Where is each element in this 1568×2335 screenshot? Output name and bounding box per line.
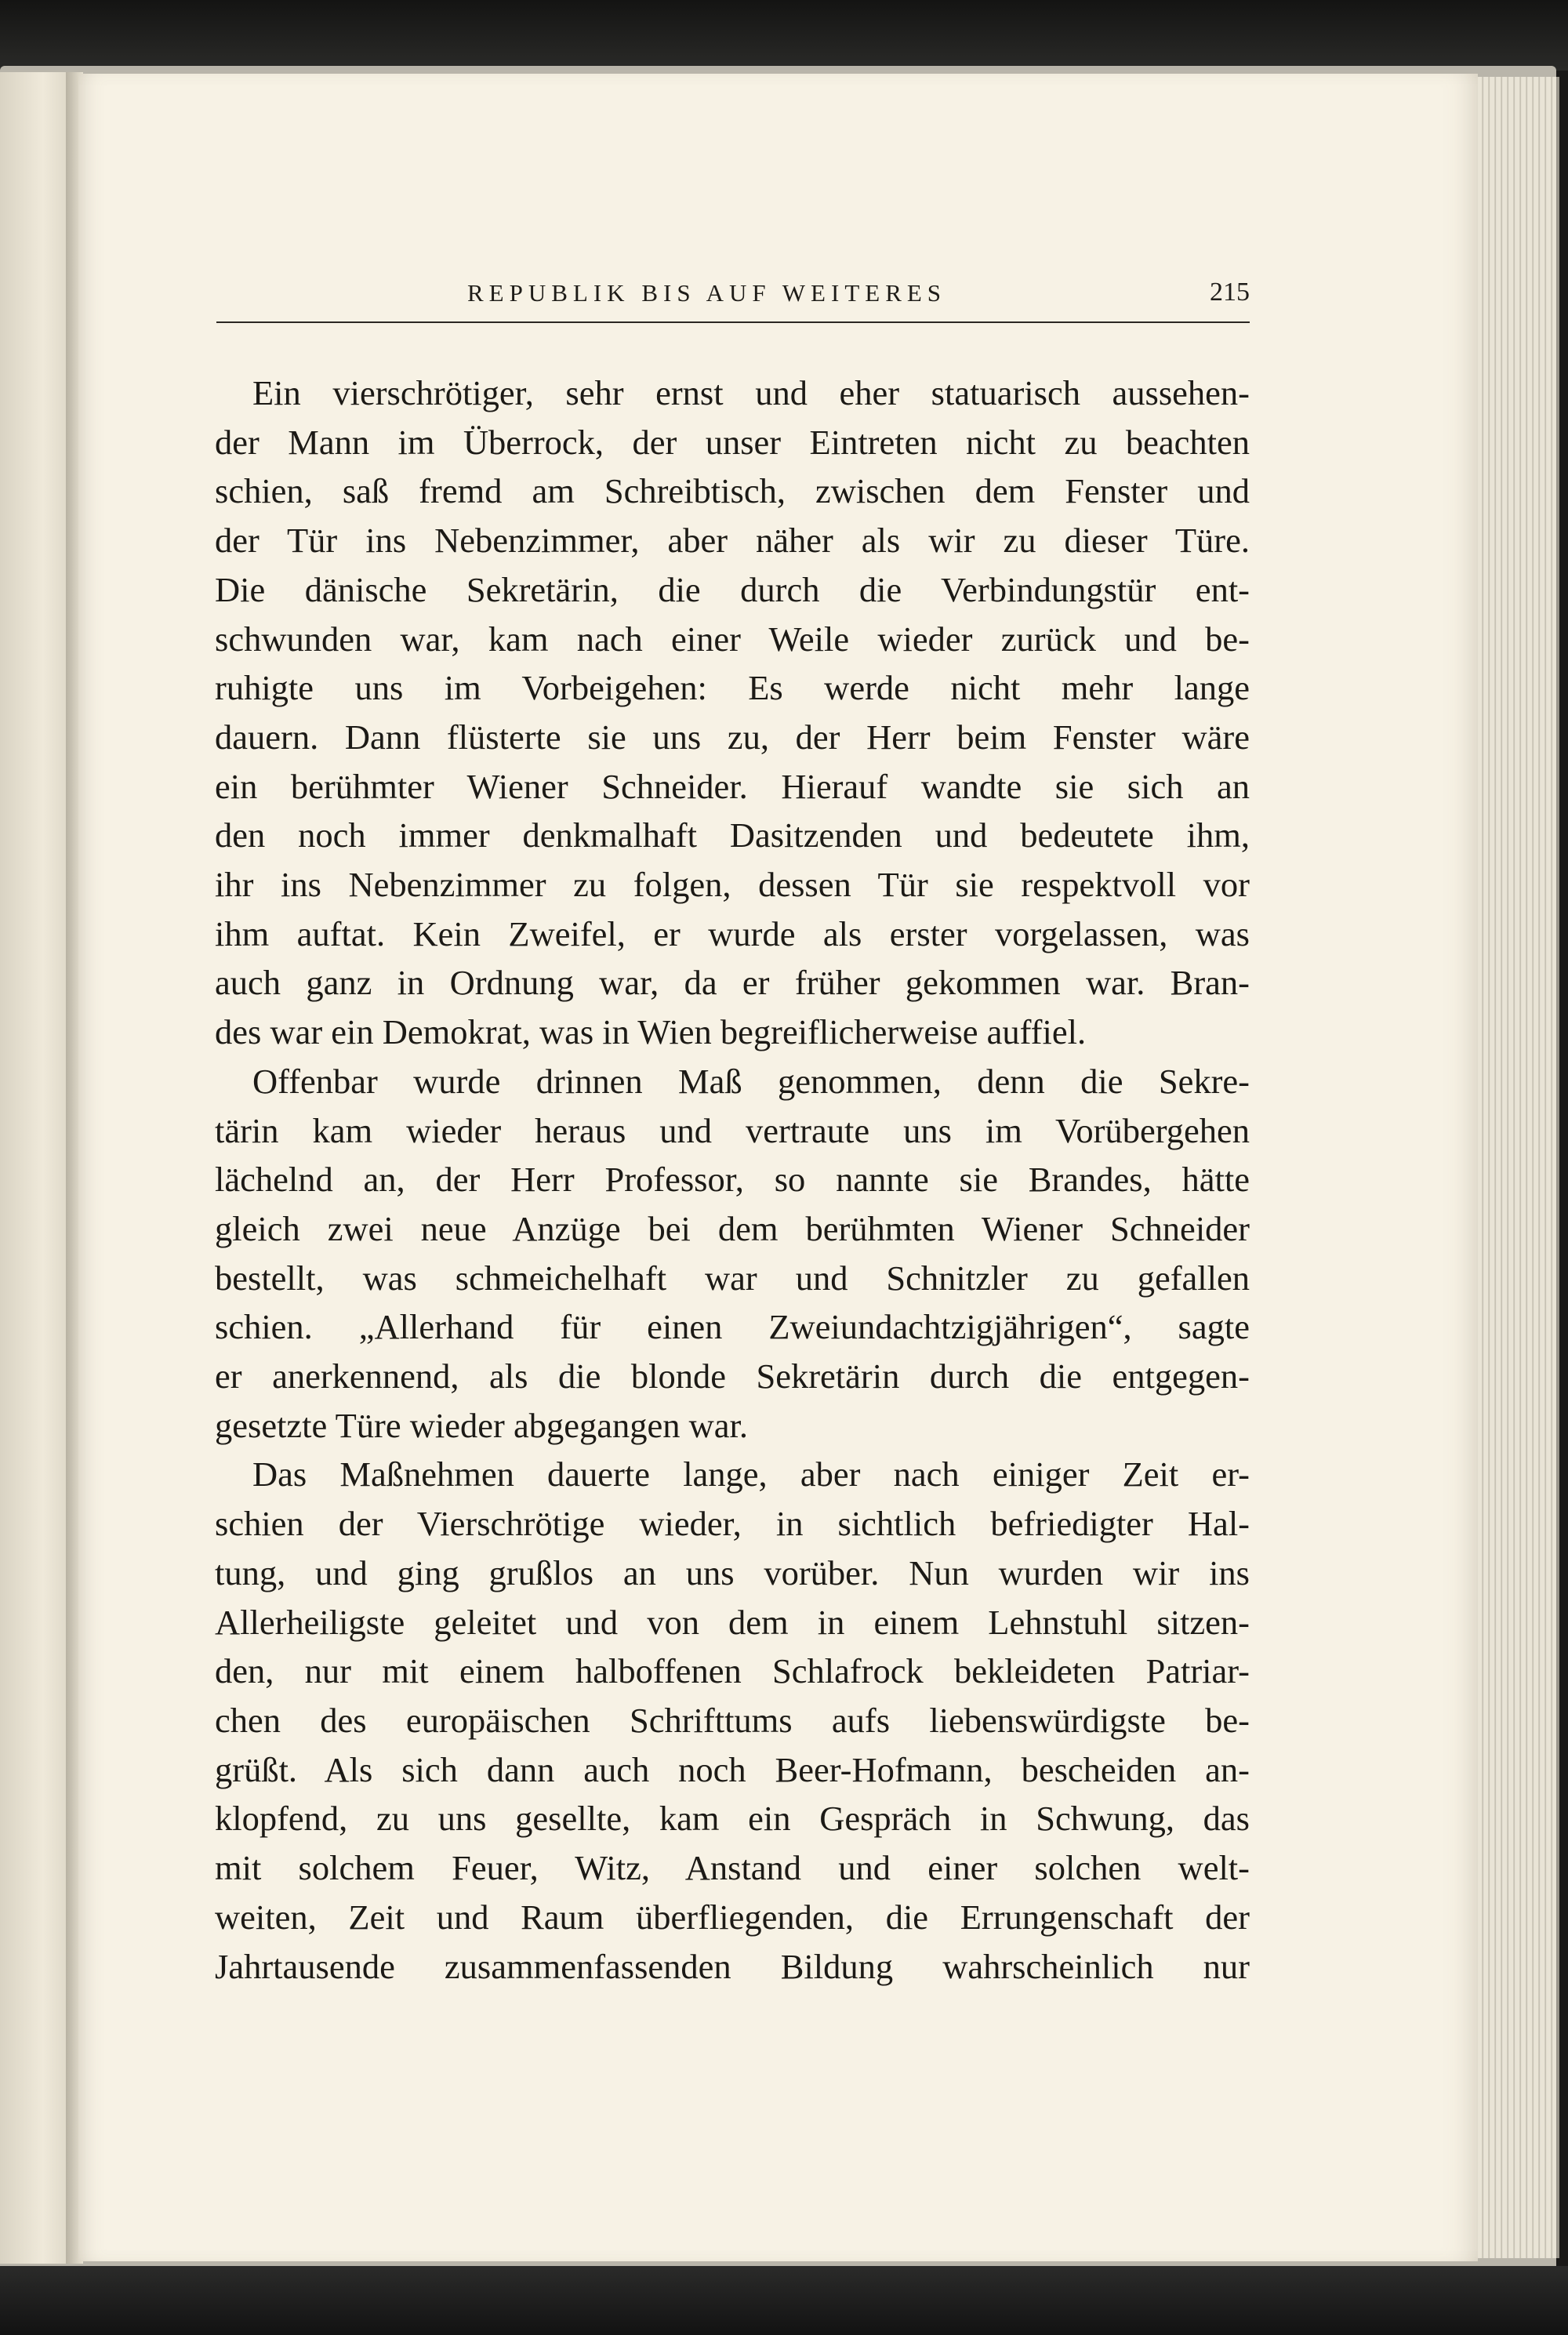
- text-line: den, nur mit einem halboffenen Schlafrock bekleideten Patriar-: [215, 1651, 1250, 1691]
- text-line: Allerheiligste geleitet und von dem in einem Lehnstuhl sitzen-: [215, 1602, 1250, 1642]
- text-line: tung, und ging grußlos an uns vorüber. Nun wurden wir ins: [215, 1552, 1250, 1592]
- text-line: lächelnd an, der Herr Professor, so nannte sie Brandes, hätte: [215, 1160, 1250, 1200]
- text-line: Das Maßnehmen dauerte lange, aber nach einiger Zeit er-: [252, 1454, 1250, 1494]
- text-line: Ein vierschrötiger, sehr ernst und eher statuarisch aussehen-: [252, 373, 1250, 412]
- text-line: schien der Vierschrötige wieder, in sichtlich befriedigter Hal-: [215, 1504, 1250, 1544]
- text-line: grüßt. Als sich dann auch noch Beer-Hofmann, bescheiden an-: [215, 1749, 1250, 1789]
- text-line: klopfend, zu uns gesellte, kam ein Gespräch in Schwung, das: [215, 1799, 1250, 1839]
- text-line: gesetzte Türe wieder abgegangen war.: [215, 1405, 748, 1445]
- scan-background-top: [0, 0, 1568, 71]
- text-line: den noch immer denkmalhaft Dasitzenden und bedeutete ihm,: [215, 815, 1250, 855]
- text-line: ihm auftat. Kein Zweifel, er wurde als erster vorgelassen, was: [215, 913, 1250, 953]
- text-line: bestellt, was schmeichelhaft war und Schnitzler zu gefallen: [215, 1258, 1250, 1298]
- facing-page-edge: [0, 72, 72, 2264]
- text-line: Jahrtausende zusammenfassenden Bildung wahrscheinlich nur: [215, 1946, 1250, 1986]
- page-number: 215: [1210, 278, 1250, 307]
- text-line: dauern. Dann flüsterte sie uns zu, der Herr beim Fenster wäre: [215, 717, 1250, 757]
- text-line: gleich zwei neue Anzüge bei dem berühmten Wiener Schneider: [215, 1208, 1250, 1248]
- running-head: [216, 276, 1250, 323]
- text-line: er anerkennend, als die blonde Sekretärin durch die entgegen-: [215, 1356, 1250, 1396]
- text-line: ihr ins Nebenzimmer zu folgen, dessen Tür sie respektvoll vor: [215, 865, 1250, 905]
- text-line: schien. „Allerhand für einen Zweiundachtzigjährigen“, sagte: [215, 1307, 1250, 1347]
- text-line: chen des europäischen Schrifttums aufs liebenswürdigste be-: [215, 1700, 1250, 1740]
- scan-background-bottom: [0, 2266, 1568, 2335]
- running-head-title: REPUBLIK BIS AUF WEITERES: [467, 279, 947, 307]
- text-line: ruhigte uns im Vorbeigehen: Es werde nicht mehr lange: [215, 668, 1250, 708]
- text-line: Die dänische Sekretärin, die durch die Verbindungstür ent-: [215, 569, 1250, 609]
- page-block-edge: [1478, 77, 1559, 2258]
- text-line: tärin kam wieder heraus und vertraute uns im Vorübergehen: [215, 1110, 1250, 1150]
- text-line: der Tür ins Nebenzimmer, aber näher als wir zu dieser Türe.: [215, 521, 1250, 561]
- text-line: weiten, Zeit und Raum überfliegenden, die Errungenschaft der: [215, 1897, 1250, 1937]
- text-line: schien, saß fremd am Schreibtisch, zwischen dem Fenster und: [215, 471, 1250, 511]
- text-line: der Mann im Überrock, der unser Eintreten nicht zu beachten: [215, 422, 1250, 462]
- text-line: schwunden war, kam nach einer Weile wieder zurück und be-: [215, 619, 1250, 659]
- text-line: ein berühmter Wiener Schneider. Hierauf wandte sie sich an: [215, 766, 1250, 806]
- text-line: des war ein Demokrat, was in Wien begreiflicherweise auffiel.: [215, 1012, 1087, 1052]
- body-text: [215, 369, 1250, 1991]
- text-line: Offenbar wurde drinnen Maß genommen, denn die Sekre-: [252, 1061, 1250, 1101]
- header-rule: [216, 321, 1250, 323]
- text-line: auch ganz in Ordnung war, da er früher gekommen war. Bran-: [215, 963, 1250, 1003]
- text-line: mit solchem Feuer, Witz, Anstand und einer solchen welt-: [215, 1848, 1250, 1888]
